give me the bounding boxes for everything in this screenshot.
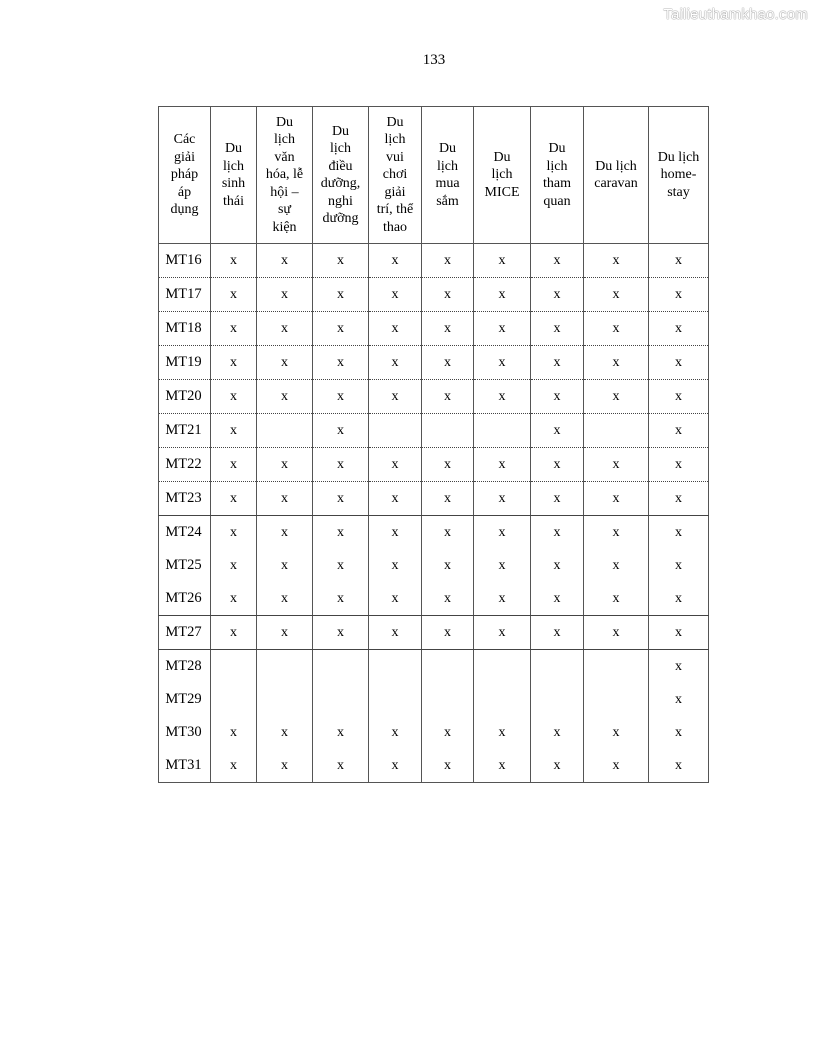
table-cell: [257, 650, 313, 684]
table-row: [159, 346, 709, 380]
header-line: giải: [384, 184, 406, 200]
table-cell: x: [649, 482, 709, 516]
table-cell: x: [531, 616, 584, 650]
table-cell: x: [474, 749, 531, 783]
table-cell: x: [649, 749, 709, 783]
table-cell: x: [649, 414, 709, 448]
header-line: quan: [543, 193, 571, 209]
table-cell: x: [649, 346, 709, 380]
table-cell: x: [474, 312, 531, 346]
table-cell: x: [474, 716, 531, 749]
table-cell: x: [369, 380, 422, 414]
table-row: [159, 380, 709, 414]
table-cell: x: [211, 380, 257, 414]
table-cell: [422, 414, 474, 448]
header-line: dụng: [170, 202, 199, 218]
table-cell: x: [584, 482, 649, 516]
table-cell: [369, 414, 422, 448]
table-cell: x: [531, 414, 584, 448]
table-cell: x: [313, 616, 369, 650]
table-cell: [313, 650, 369, 684]
table-row: [159, 482, 709, 516]
row-label: MT31: [159, 749, 211, 783]
header-line: trí, thể: [376, 202, 414, 218]
table-cell: [422, 650, 474, 684]
table-cell: x: [313, 549, 369, 582]
table-cell: x: [584, 716, 649, 749]
table-row: [159, 549, 709, 582]
table-cell: x: [369, 582, 422, 616]
table-cell: x: [313, 749, 369, 783]
table-cell: x: [313, 414, 369, 448]
row-label: MT26: [159, 582, 211, 616]
header-line: Du lịch: [595, 158, 637, 174]
table-row: [159, 414, 709, 448]
table-cell: x: [369, 278, 422, 312]
table-cell: x: [369, 716, 422, 749]
header-line: tham: [543, 176, 571, 191]
table-cell: x: [649, 683, 709, 716]
table-cell: [584, 650, 649, 684]
table-cell: [584, 414, 649, 448]
row-label: MT30: [159, 716, 211, 749]
header-line: lịch: [546, 158, 568, 174]
table-cell: [474, 414, 531, 448]
table-cell: x: [422, 244, 474, 278]
table-cell: x: [369, 549, 422, 582]
table-row: [159, 716, 709, 749]
row-label: MT27: [159, 616, 211, 650]
table-cell: x: [257, 749, 313, 783]
table-cell: x: [474, 278, 531, 312]
table-cell: x: [313, 278, 369, 312]
table-cell: [531, 683, 584, 716]
table-cell: x: [313, 482, 369, 516]
header-line: chơi: [382, 167, 408, 183]
table-cell: [257, 683, 313, 716]
row-label: MT19: [159, 346, 211, 380]
header-line: thái: [223, 193, 244, 209]
table-cell: x: [422, 346, 474, 380]
table-cell: x: [474, 346, 531, 380]
header-line: Du: [224, 141, 243, 156]
header-line: lịch: [437, 158, 458, 174]
header-line: Du: [275, 114, 294, 130]
header-row: [159, 107, 709, 244]
header-line: Du lịch: [657, 149, 700, 165]
table-cell: [474, 650, 531, 684]
header-line: thao: [382, 219, 408, 235]
table-cell: x: [584, 549, 649, 582]
table-row: [159, 650, 709, 684]
header-line: pháp: [170, 167, 199, 183]
table-cell: x: [211, 278, 257, 312]
table-cell: x: [422, 616, 474, 650]
table-cell: x: [474, 448, 531, 482]
page-number: 133: [422, 52, 446, 68]
header-wellness-resort-tourism: [313, 107, 369, 244]
table-cell: [313, 683, 369, 716]
header-line: lịch: [330, 141, 351, 156]
table-cell: x: [211, 516, 257, 550]
table-cell: x: [531, 582, 584, 616]
table-cell: x: [584, 244, 649, 278]
table-cell: x: [211, 549, 257, 582]
table-cell: x: [257, 244, 313, 278]
header-line: hóa, lễ: [265, 167, 304, 183]
row-label: MT16: [159, 244, 211, 278]
table-cell: x: [257, 278, 313, 312]
table-row: [159, 683, 709, 716]
table-cell: x: [369, 346, 422, 380]
table-cell: x: [211, 346, 257, 380]
table-cell: x: [584, 380, 649, 414]
header-line: Du: [386, 114, 404, 130]
table-cell: x: [422, 749, 474, 783]
table-cell: x: [313, 244, 369, 278]
header-line: lịch: [491, 167, 513, 183]
table-body: [159, 244, 709, 783]
header-line: MICE: [484, 184, 520, 200]
table-cell: x: [257, 312, 313, 346]
table-cell: x: [257, 616, 313, 650]
table-cell: x: [649, 716, 709, 749]
table-cell: x: [649, 312, 709, 346]
table-cell: x: [584, 278, 649, 312]
table-cell: x: [313, 716, 369, 749]
table-cell: [211, 683, 257, 716]
table-cell: x: [422, 312, 474, 346]
table-cell: x: [422, 582, 474, 616]
header-line: sự: [277, 202, 292, 218]
table-row: [159, 244, 709, 278]
table-cell: x: [531, 448, 584, 482]
table-cell: x: [422, 448, 474, 482]
table-cell: x: [531, 749, 584, 783]
table-cell: x: [211, 414, 257, 448]
table-cell: x: [584, 312, 649, 346]
table-cell: [369, 683, 422, 716]
header-caravan-tourism: [584, 107, 649, 244]
table-cell: x: [649, 278, 709, 312]
table-row: [159, 749, 709, 783]
table-row: [159, 312, 709, 346]
table-cell: x: [584, 582, 649, 616]
table-row: [159, 616, 709, 650]
table-cell: x: [474, 244, 531, 278]
table-cell: x: [649, 516, 709, 550]
table-row: [159, 278, 709, 312]
header-line: sắm: [436, 193, 459, 209]
table-cell: [369, 650, 422, 684]
table-cell: x: [649, 650, 709, 684]
table-cell: x: [422, 549, 474, 582]
header-line: hội –: [270, 184, 299, 200]
table-cell: x: [313, 516, 369, 550]
header-line: nghi: [328, 193, 353, 209]
table-cell: [584, 683, 649, 716]
header-line: giải: [174, 149, 195, 165]
table-cell: x: [257, 448, 313, 482]
row-label: MT25: [159, 549, 211, 582]
table-cell: x: [211, 716, 257, 749]
header-line: home-: [660, 167, 697, 183]
table-cell: x: [422, 482, 474, 516]
table-cell: x: [422, 716, 474, 749]
watermark: Tailieuthamkhao.com: [663, 6, 808, 23]
table-cell: x: [211, 448, 257, 482]
table-cell: x: [649, 616, 709, 650]
table-cell: x: [531, 244, 584, 278]
table-cell: x: [211, 749, 257, 783]
table-cell: x: [369, 749, 422, 783]
header-line: vui: [386, 149, 404, 165]
table-cell: x: [531, 380, 584, 414]
table-cell: x: [422, 380, 474, 414]
row-label: MT28: [159, 650, 211, 684]
header-line: Du: [493, 149, 511, 165]
table-cell: x: [369, 448, 422, 482]
header-eco-tourism: [211, 107, 257, 244]
header-line: áp: [177, 184, 192, 200]
header-line: kiện: [272, 219, 297, 235]
table-row: [159, 582, 709, 616]
table-row: [159, 448, 709, 482]
row-label: MT20: [159, 380, 211, 414]
table-cell: x: [474, 380, 531, 414]
header-line: Du: [548, 141, 566, 156]
table-cell: x: [211, 312, 257, 346]
table-cell: [211, 650, 257, 684]
row-label: MT21: [159, 414, 211, 448]
table-cell: x: [211, 244, 257, 278]
table-cell: x: [211, 582, 257, 616]
table-cell: x: [474, 616, 531, 650]
table-cell: x: [584, 346, 649, 380]
row-label: MT29: [159, 683, 211, 716]
table-cell: x: [313, 448, 369, 482]
row-label: MT18: [159, 312, 211, 346]
header-shopping-tourism: [422, 107, 474, 244]
table-cell: x: [584, 516, 649, 550]
header-line: lịch: [274, 132, 295, 148]
table-cell: x: [649, 380, 709, 414]
tourism-solutions-table: [158, 106, 709, 783]
table-cell: x: [474, 482, 531, 516]
header-line: dưỡng: [322, 211, 359, 226]
table-cell: x: [584, 448, 649, 482]
header-line: Du: [438, 141, 457, 156]
table-cell: x: [531, 516, 584, 550]
header-cultural-festival-tourism: [257, 107, 313, 244]
header-line: điều: [328, 158, 353, 174]
table-cell: x: [211, 616, 257, 650]
header-line: caravan: [594, 176, 638, 191]
header-homestay-tourism: [649, 107, 709, 244]
table-cell: x: [369, 312, 422, 346]
table-cell: x: [369, 482, 422, 516]
table-cell: [422, 683, 474, 716]
table-cell: x: [531, 549, 584, 582]
table-cell: x: [257, 346, 313, 380]
header-line: dưỡng,: [320, 176, 361, 191]
table-cell: x: [422, 278, 474, 312]
header-line: lịch: [223, 158, 244, 174]
table-cell: x: [649, 448, 709, 482]
header-line: sinh: [221, 176, 246, 191]
row-label: MT22: [159, 448, 211, 482]
table-cell: [474, 683, 531, 716]
table-cell: x: [211, 482, 257, 516]
table-cell: x: [257, 380, 313, 414]
table-cell: x: [257, 549, 313, 582]
table-cell: x: [531, 278, 584, 312]
table-cell: x: [474, 516, 531, 550]
header-solutions: [159, 107, 211, 244]
table-cell: x: [369, 244, 422, 278]
table-cell: x: [649, 244, 709, 278]
header-line: văn: [274, 149, 295, 165]
table-cell: [257, 414, 313, 448]
table-cell: x: [257, 716, 313, 749]
table-cell: x: [313, 346, 369, 380]
header-mice-tourism: [474, 107, 531, 244]
table-cell: x: [422, 516, 474, 550]
table-cell: x: [531, 716, 584, 749]
table-cell: x: [369, 616, 422, 650]
table-cell: x: [313, 582, 369, 616]
table-cell: x: [584, 616, 649, 650]
table-cell: x: [257, 516, 313, 550]
header-entertainment-sports-tourism: [369, 107, 422, 244]
table-cell: x: [531, 312, 584, 346]
table-cell: x: [474, 582, 531, 616]
header-line: stay: [667, 184, 690, 200]
table-cell: x: [584, 749, 649, 783]
table-row: [159, 516, 709, 550]
header-line: Du: [331, 123, 350, 139]
header-line: lịch: [384, 132, 406, 148]
table-cell: x: [531, 482, 584, 516]
table-cell: x: [369, 516, 422, 550]
header-line: Các: [173, 132, 196, 148]
table-cell: x: [313, 380, 369, 414]
row-label: MT17: [159, 278, 211, 312]
table-cell: x: [531, 346, 584, 380]
table-cell: x: [474, 549, 531, 582]
table-cell: x: [649, 549, 709, 582]
table-cell: x: [257, 482, 313, 516]
table-cell: x: [257, 582, 313, 616]
table-cell: x: [313, 312, 369, 346]
row-label: MT23: [159, 482, 211, 516]
table-cell: x: [649, 582, 709, 616]
header-sightseeing-tourism: [531, 107, 584, 244]
header-line: mua: [435, 176, 460, 191]
row-label: MT24: [159, 516, 211, 550]
table-cell: [531, 650, 584, 684]
